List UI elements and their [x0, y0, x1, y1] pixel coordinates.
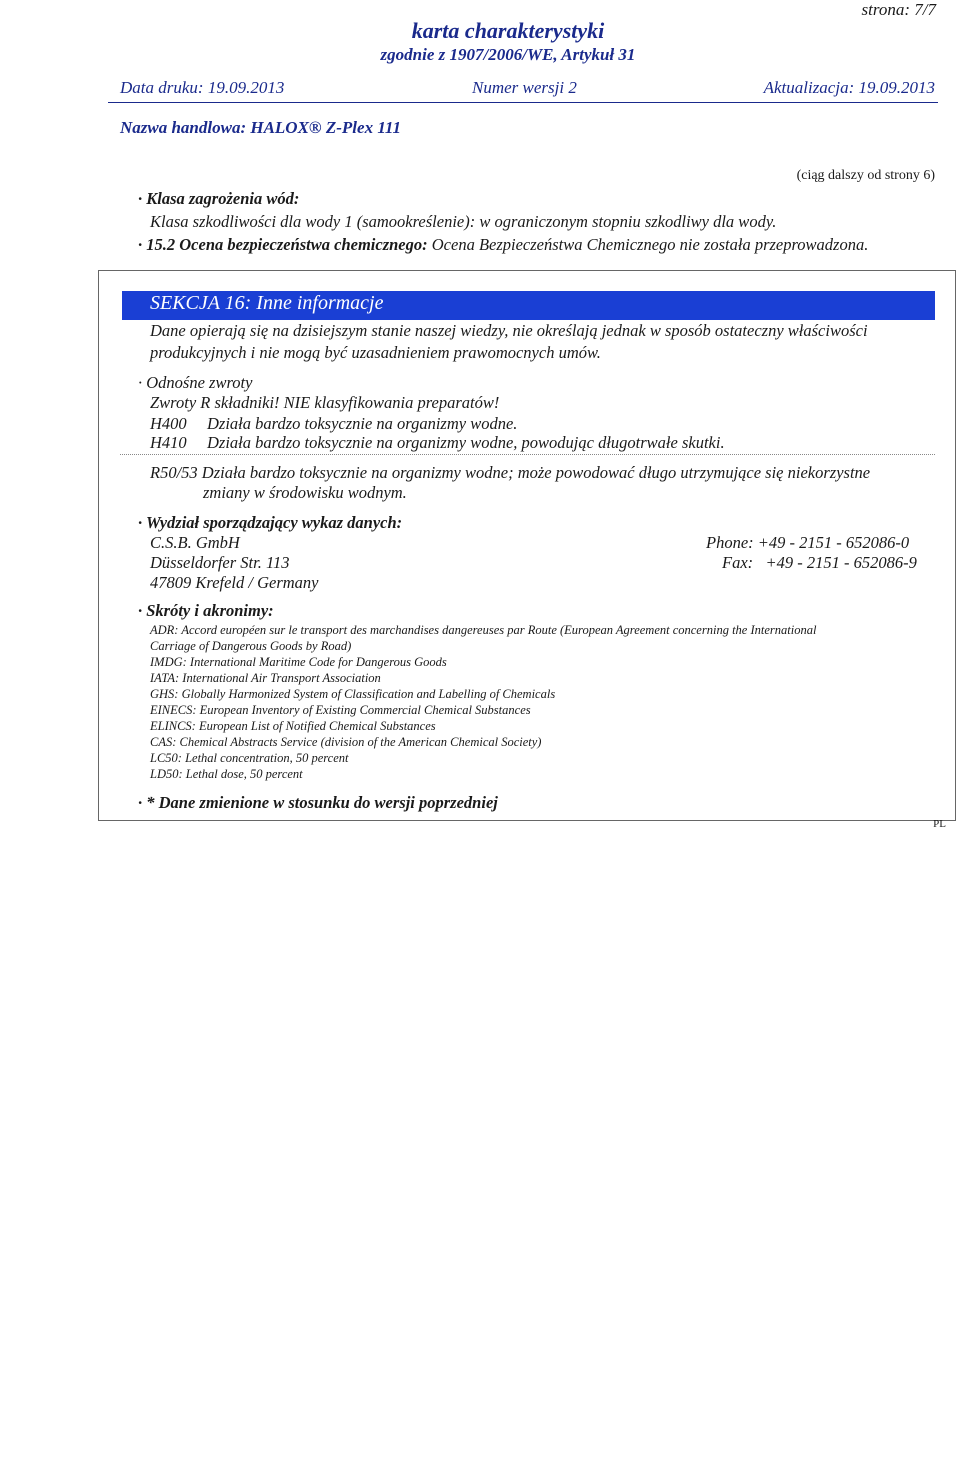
- update-date: Aktualizacja: 19.09.2013: [763, 78, 935, 97]
- issuer-city: 47809 Krefeld / Germany: [150, 573, 319, 592]
- issuer-company: C.S.B. GmbH: [150, 533, 240, 552]
- abbreviation-item: ADR: Accord européen sur le transport des marchandises dangereuses par Route (European Agreement concerning the International: [150, 623, 817, 637]
- issuer-label: · Wydział sporządzający wykaz danych:: [138, 513, 403, 532]
- h410-text: Działa bardzo toksycznie na organizmy wodne, powodując długotrwałe skutki.: [207, 433, 725, 452]
- issuer-fax: Fax: +49 - 2151 - 652086-9: [722, 553, 917, 572]
- abbreviation-item: IMDG: International Maritime Code for Dangerous Goods: [150, 655, 447, 669]
- trade-name: Nazwa handlowa: HALOX® Z-Plex 111: [120, 118, 401, 137]
- abbreviations-label: · Skróty i akronimy:: [138, 601, 274, 620]
- r5053-line-1: R50/53 Działa bardzo toksycznie na organizmy wodne; może powodować długo utrzymujące się niekorzystne: [150, 463, 871, 482]
- abbreviation-item: EINECS: European Inventory of Existing Commercial Chemical Substances: [150, 703, 531, 717]
- section-title: SEKCJA 16: Inne informacje: [150, 292, 384, 314]
- water-hazard-text: Klasa szkodliwości dla wody 1 (samookreślenie): w ograniczonym stopniu szkodliwy dla wody.: [150, 212, 777, 231]
- document-title: karta charakterystyki: [411, 18, 605, 43]
- language-code: PL: [933, 818, 946, 830]
- dotted-separator: [120, 454, 935, 455]
- phrases-label: · Odnośne zwroty: [138, 373, 253, 392]
- abbreviation-item: Carriage of Dangerous Goods by Road): [150, 639, 352, 653]
- r5053-line-2: zmiany w środowisku wodnym.: [203, 483, 407, 502]
- issuer-phone: Phone: +49 - 2151 - 652086-0: [706, 533, 910, 552]
- document-subtitle: zgodnie z 1907/2006/WE, Artykuł 31: [380, 45, 636, 64]
- intro-line-2: produkcyjnych i nie mogą być uzasadnieniem prawomocnych umów.: [150, 343, 601, 362]
- safety-assessment: [138, 235, 868, 255]
- abbreviation-item: IATA: International Air Transport Association: [150, 671, 381, 685]
- page-number: strona: 7/7: [861, 0, 936, 19]
- intro-line-1: Dane opierają się na dzisiejszym stanie naszej wiedzy, nie określają jednak w sposób ostateczny właściwości: [150, 321, 868, 340]
- water-hazard-label: · Klasa zagrożenia wód:: [138, 189, 300, 208]
- h410-code: H410: [150, 433, 187, 452]
- changed-note: · * Dane zmienione w stosunku do wersji poprzedniej: [138, 793, 498, 812]
- safety-assessment-label: · 15.2 Ocena bezpieczeństwa chemicznego:: [138, 235, 428, 254]
- abbreviation-item: CAS: Chemical Abstracts Service (division of the American Chemical Society): [150, 735, 542, 749]
- header-divider: [108, 102, 938, 103]
- print-date: Data druku: 19.09.2013: [120, 78, 285, 97]
- h400-code: H400: [150, 414, 187, 433]
- issuer-street: Düsseldorfer Str. 113: [150, 553, 290, 572]
- r-phrases-note: Zwroty R składniki! NIE klasyfikowania preparatów!: [150, 393, 500, 412]
- h400-text: Działa bardzo toksycznie na organizmy wodne.: [207, 414, 518, 433]
- abbreviation-item: ELINCS: European List of Notified Chemical Substances: [150, 719, 436, 733]
- continued-note: (ciąg dalszy od strony 6): [796, 168, 935, 183]
- safety-assessment-text: Ocena Bezpieczeństwa Chemicznego nie została przeprowadzona.: [427, 235, 869, 254]
- abbreviation-item: LD50: Lethal dose, 50 percent: [150, 767, 303, 781]
- version-number: Numer wersji 2: [472, 78, 577, 97]
- abbreviation-item: GHS: Globally Harmonized System of Classification and Labelling of Chemicals: [150, 687, 556, 701]
- abbreviation-item: LC50: Lethal concentration, 50 percent: [150, 751, 349, 765]
